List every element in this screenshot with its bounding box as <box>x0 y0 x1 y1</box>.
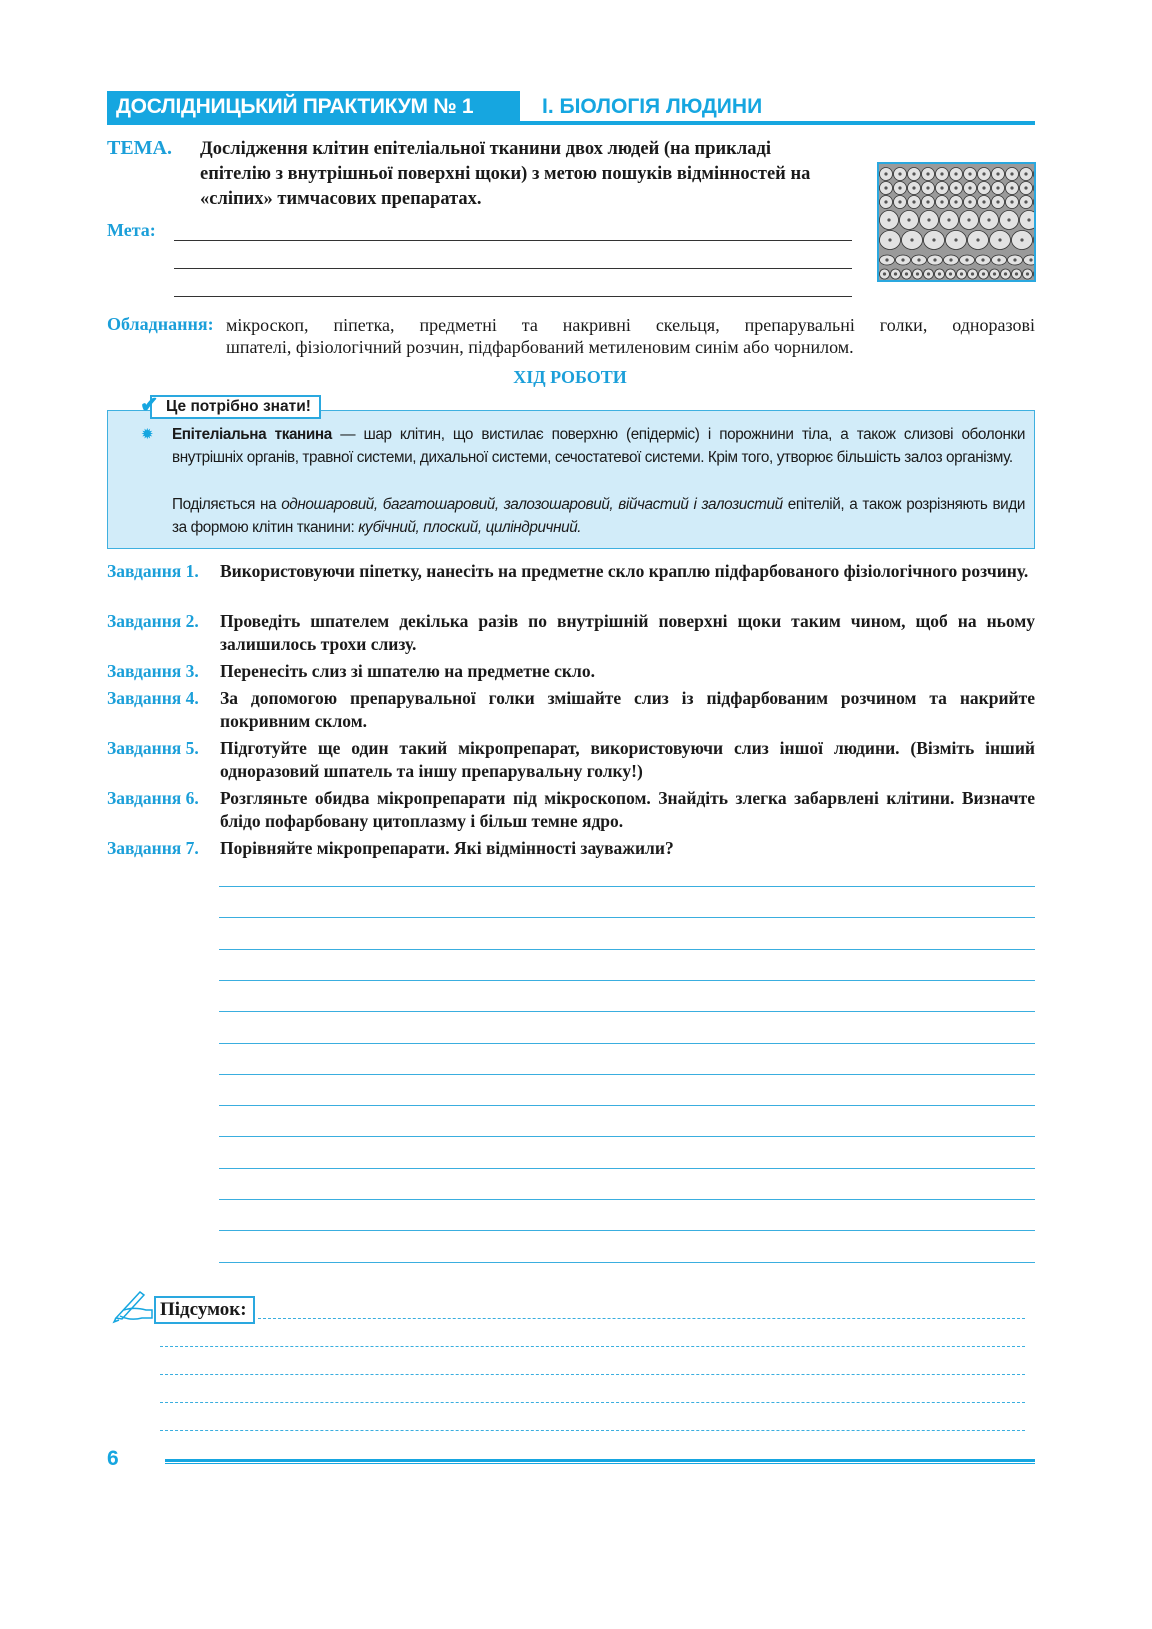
answer-line[interactable] <box>219 1136 1035 1137</box>
checkmark-icon: ✔ <box>140 392 159 417</box>
info-p2-shapes: кубічний, плоский, циліндричний. <box>358 518 582 536</box>
task-text: Підготуйте ще один такий мікропрепарат, використовуючи слиз іншої людини. (Візміть інший одноразовий шпатель та іншу препарувальну голку!) <box>220 738 1035 781</box>
task-7 <box>107 837 1035 860</box>
summary-line-4[interactable] <box>160 1402 1025 1403</box>
answer-line[interactable] <box>219 917 1035 918</box>
answer-line[interactable] <box>219 949 1035 950</box>
header-divider <box>107 121 1035 125</box>
page-number: 6 <box>107 1447 119 1470</box>
topic-label: ТЕМА. <box>107 137 172 159</box>
info-classification <box>172 494 1025 539</box>
task-text: Розгляньте обидва мікропрепарати під мікроскопом. Знайдіть злегка забарвлені клітини. Визначте блідо пофарбовану цитоплазму і більш темне ядро. <box>220 788 1035 831</box>
summary-line-3[interactable] <box>160 1374 1025 1375</box>
task-5 <box>107 737 1035 783</box>
task-1 <box>107 560 1035 583</box>
task-text: За допомогою препарувальної голки змішайте слиз із підфарбованим розчином та накрийте покривним склом. <box>220 688 1035 731</box>
equipment-text-line2: шпателі, фізіологічний розчин, підфарбований метиленовим синім або чорнилом. <box>226 337 854 357</box>
task-label: Завдання 5. <box>107 738 199 758</box>
task-label: Завдання 4. <box>107 688 199 708</box>
equipment-text-line1: мікроскоп, піпетка, предметні та накривні скельця, препарувальні голки, одноразові <box>226 315 1035 335</box>
task-2 <box>107 610 1035 656</box>
answer-line[interactable] <box>219 1230 1035 1231</box>
task-label: Завдання 6. <box>107 788 199 808</box>
info-box-label: Це потрібно знати! <box>150 395 321 419</box>
footer-rule <box>165 1459 1035 1464</box>
epithelium-illustration <box>877 162 1036 282</box>
summary-line-5[interactable] <box>160 1430 1025 1431</box>
task-3 <box>107 660 1035 683</box>
answer-line[interactable] <box>219 1199 1035 1200</box>
answer-line[interactable] <box>219 1074 1035 1075</box>
answer-line[interactable] <box>219 1011 1035 1012</box>
answer-line[interactable] <box>219 1262 1035 1263</box>
task-text: Використовуючи піпетку, нанесіть на предметне скло краплю підфарбованого фізіологічного розчину. <box>220 561 1029 581</box>
answer-line[interactable] <box>219 1168 1035 1169</box>
writing-hand-icon <box>112 1288 154 1329</box>
info-term: Епітеліальна тканина <box>172 426 332 443</box>
answer-line[interactable] <box>219 886 1035 887</box>
summary-line-2[interactable] <box>160 1346 1025 1347</box>
task-label: Завдання 2. <box>107 611 199 631</box>
info-definition <box>172 424 1025 469</box>
task-4 <box>107 687 1035 733</box>
info-definition-text: — шар клітин, що вистилає поверхню (епідерміс) і порожнини тіла, а також слизові оболонки внутрішніх органів, травної системи, дихальної системи, сечостатевої системи. Крім того, утворює більшість залоз організму. <box>172 426 1025 466</box>
goal-label: Мета: <box>107 220 156 240</box>
bullet-icon: ✹ <box>141 427 154 443</box>
answer-line[interactable] <box>219 1105 1035 1106</box>
answer-line[interactable] <box>219 1043 1035 1044</box>
summary-line-1[interactable] <box>258 1318 1025 1319</box>
goal-line-1[interactable] <box>174 240 852 241</box>
task-text: Перенесіть слиз зі шпателю на предметне скло. <box>220 661 595 681</box>
task-label: Завдання 7. <box>107 838 199 858</box>
procedure-title: ХІД РОБОТИ <box>513 367 627 387</box>
goal-line-3[interactable] <box>174 296 852 297</box>
task-label: Завдання 3. <box>107 661 199 681</box>
info-p2-a: Поділяється на <box>172 496 282 513</box>
answer-line[interactable] <box>219 980 1035 981</box>
section-title: І. БІОЛОГІЯ ЛЮДИНИ <box>542 95 763 118</box>
summary-label: Підсумок: <box>154 1296 255 1324</box>
task-text: Проведіть шпателем декілька разів по внутрішній поверхні щоки таким чином, щоб на ньому залишилось трохи слизу. <box>220 611 1035 654</box>
info-p2-types: одношаровий, багатошаровий, залозошаровий, війчастий і залозистий <box>281 496 783 513</box>
goal-line-2[interactable] <box>174 268 852 269</box>
task-6 <box>107 787 1035 833</box>
topic-text: Дослідження клітин епітеліальної тканини двох людей (на прикладі епітелію з внутрішньої поверхні щоки) з метою пошуків відмінностей на «сліпих» тимчасових препаратах. <box>200 139 811 209</box>
info-p2-b: епітелій, а також розрізняють види за формою клітин тканини: <box>172 496 1025 536</box>
practicum-title: ДОСЛІДНИЦЬКИЙ ПРАКТИКУМ № 1 <box>107 91 520 123</box>
task-label: Завдання 1. <box>107 561 199 581</box>
equipment-label: Обладнання: <box>107 314 214 334</box>
task-text: Порівняйте мікропрепарати. Які відмінності зауважили? <box>220 838 674 858</box>
